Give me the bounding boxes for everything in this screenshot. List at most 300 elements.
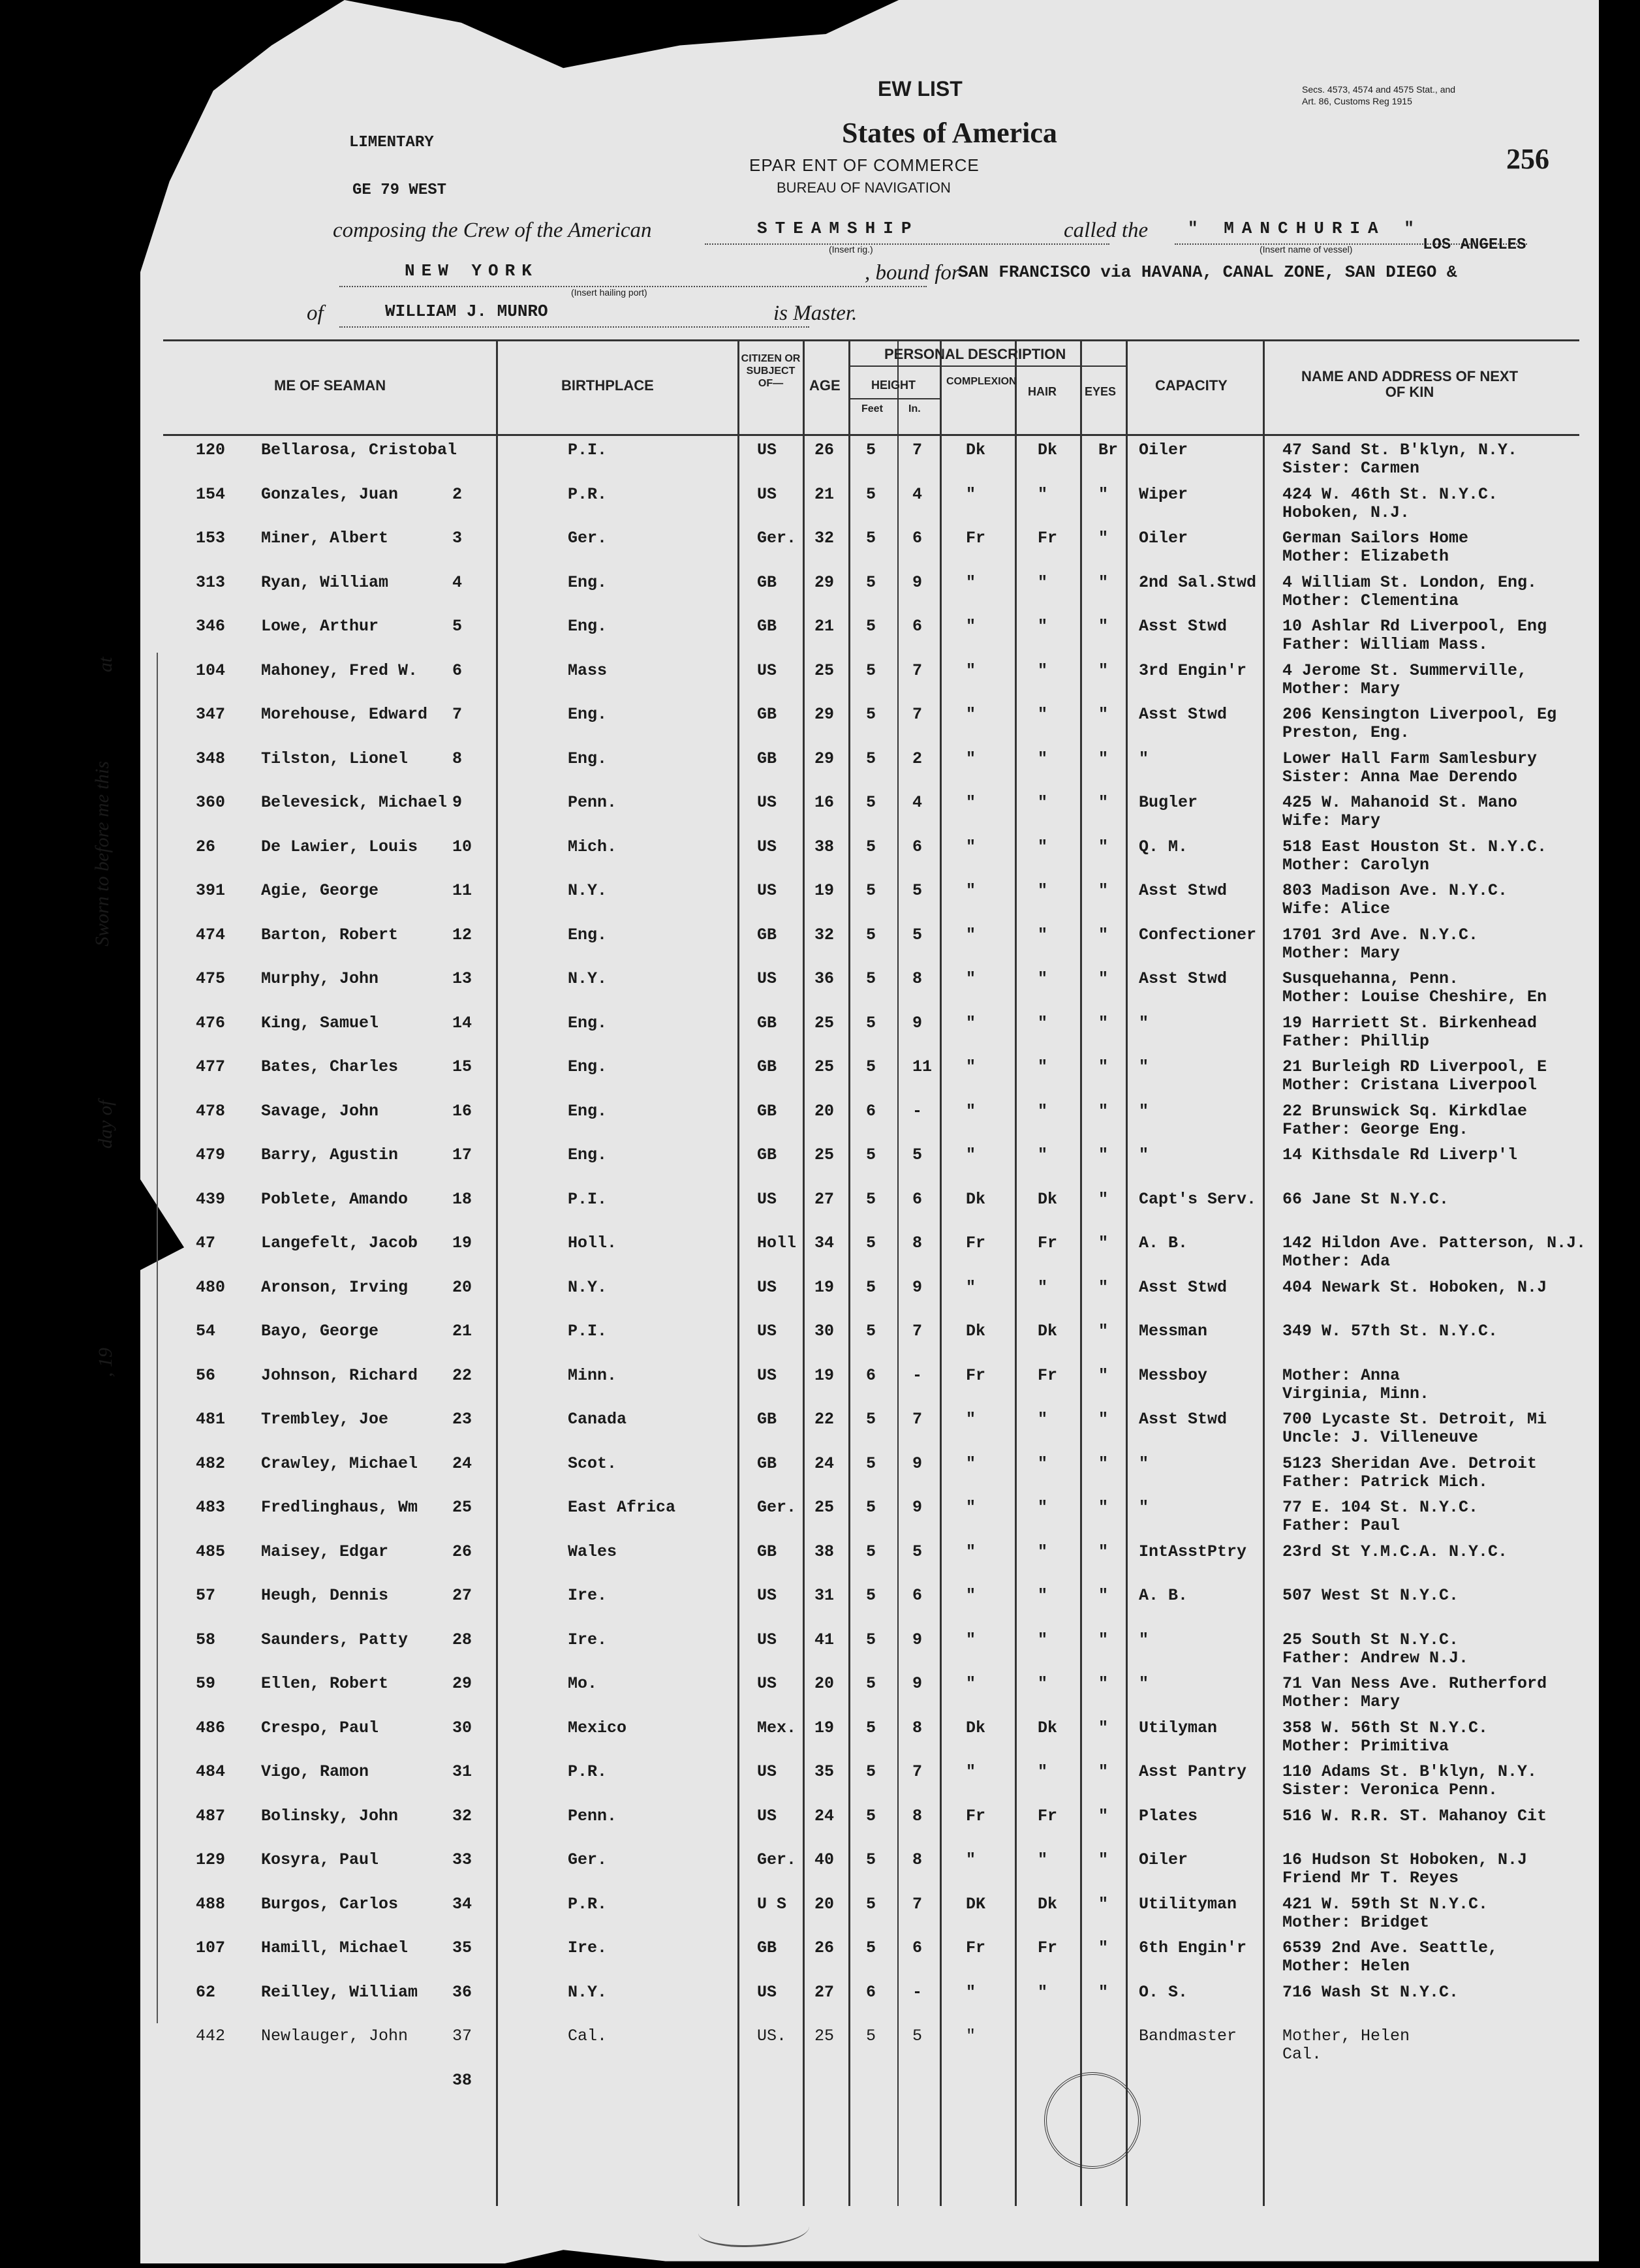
crew-age: 25	[814, 1498, 835, 1517]
crew-complexion: "	[966, 969, 976, 988]
crew-complexion: "	[966, 617, 976, 636]
crew-birthplace: Eng.	[568, 1057, 608, 1076]
crew-line-no: 17	[452, 1145, 472, 1164]
vessel-name: " MANCHURIA "	[1175, 219, 1527, 245]
crew-birthplace: P.I.	[568, 1322, 608, 1341]
crew-kin: 21 Burleigh RD Liverpool, E	[1282, 1057, 1547, 1076]
crew-birthplace: Eng.	[568, 572, 608, 592]
crew-line-no: 9	[452, 793, 463, 812]
table-row	[0, 1057, 1640, 1096]
crew-complexion: "	[966, 1850, 976, 1869]
crew-birthplace: Ger.	[568, 1850, 608, 1869]
crew-name: Reilley, William	[261, 1982, 418, 2002]
crew-kin: 716 Wash St N.Y.C.	[1282, 1982, 1459, 2002]
col-eyes: EYES	[1085, 385, 1117, 398]
crew-capacity: Messman	[1139, 1322, 1208, 1341]
crew-citizen: GB	[757, 1542, 777, 1561]
crew-kin-secondary: Mother: Mary	[1282, 679, 1400, 698]
crew-eyes: "	[1098, 1057, 1109, 1076]
crew-age: 31	[814, 1586, 835, 1605]
crew-citizen: U S	[757, 1894, 787, 1914]
crew-kin-secondary: Mother: Ada	[1282, 1252, 1391, 1271]
crew-height-inches: -	[912, 1982, 923, 2002]
crew-citizen: Ger.	[757, 1498, 797, 1517]
crew-complexion: Fr	[966, 1234, 986, 1252]
crew-line-no: 23	[452, 1410, 472, 1429]
crew-name: Morehouse, Edward	[261, 705, 428, 724]
crew-age: 40	[814, 1850, 835, 1869]
crew-name: Burgos, Carlos	[261, 1894, 399, 1914]
crew-height-inches: 9	[912, 1013, 923, 1033]
crew-capacity: "	[1139, 1674, 1149, 1693]
crew-eyes: "	[1098, 617, 1109, 636]
crew-birthplace: Ire.	[568, 1586, 608, 1605]
crew-name: Trembley, Joe	[261, 1410, 389, 1429]
crew-citizen: US	[757, 1365, 777, 1385]
country-title: States of America	[842, 117, 1057, 149]
crew-height-feet: 5	[866, 1410, 876, 1429]
crew-eyes: "	[1098, 1277, 1109, 1297]
called-label: called the	[1064, 219, 1149, 242]
crew-hair: "	[1038, 1057, 1048, 1076]
crew-height-feet: 6	[866, 1365, 876, 1385]
crew-complexion: "	[966, 1410, 976, 1429]
crew-citizen: US	[757, 837, 777, 856]
table-row	[0, 749, 1640, 788]
crew-line-no: 27	[452, 1586, 472, 1605]
crew-age: 32	[814, 925, 835, 944]
crew-kin: 518 East Houston St. N.Y.C.	[1282, 837, 1547, 856]
crew-citizen: US	[757, 969, 777, 988]
crew-complexion: "	[966, 749, 976, 768]
crew-citizen: GB	[757, 1057, 777, 1076]
crew-kin-secondary: Mother: Helen	[1282, 1957, 1410, 1976]
crew-eyes: "	[1098, 705, 1109, 724]
crew-eyes: "	[1098, 1365, 1109, 1385]
crew-birthplace: Ire.	[568, 1630, 608, 1649]
col-feet: Feet	[861, 403, 883, 414]
crew-kin: 10 Ashlar Rd Liverpool, Eng	[1282, 617, 1547, 636]
crew-height-inches: 7	[912, 441, 923, 459]
crew-eyes: "	[1098, 1674, 1109, 1693]
crew-no: 56	[196, 1365, 216, 1385]
crew-birthplace: Holl.	[568, 1234, 617, 1252]
crew-height-inches: 9	[912, 1498, 923, 1517]
crew-no: 59	[196, 1674, 216, 1693]
crew-height-feet: 5	[866, 1277, 876, 1297]
crew-capacity: 6th Engin'r	[1139, 1938, 1247, 1957]
crew-height-feet: 5	[866, 925, 876, 944]
crew-kin: Mother: Anna	[1282, 1365, 1400, 1385]
crew-kin: 4 Jerome St. Summerville,	[1282, 660, 1528, 680]
crew-hair: "	[1038, 1982, 1048, 2002]
destination: SAN FRANCISCO via HAVANA, CANAL ZONE, SAN DIEGO &	[958, 262, 1457, 282]
crew-capacity: "	[1139, 1498, 1149, 1517]
crew-age: 35	[814, 1762, 835, 1781]
crew-complexion: "	[966, 1013, 976, 1033]
crew-capacity: "	[1139, 1057, 1149, 1076]
crew-no: 57	[196, 1586, 216, 1605]
crew-height-inches: 8	[912, 1850, 923, 1869]
crew-name: Kosyra, Paul	[261, 1850, 379, 1869]
table-row	[0, 485, 1640, 524]
crew-kin: 358 W. 56th St N.Y.C.	[1282, 1718, 1489, 1737]
crew-kin: 23rd St Y.M.C.A. N.Y.C.	[1282, 1542, 1508, 1561]
crew-line-no: 32	[452, 1806, 472, 1825]
crew-line-no: 2	[452, 484, 463, 504]
crew-height-inches: 7	[912, 1322, 923, 1341]
crew-capacity: Asst Stwd	[1139, 705, 1228, 724]
crew-citizen: Holl	[757, 1234, 797, 1252]
crew-capacity: "	[1139, 1101, 1149, 1121]
crew-eyes: "	[1098, 484, 1109, 504]
crew-kin: Lower Hall Farm Samlesbury	[1282, 749, 1538, 768]
crew-age: 20	[814, 1101, 835, 1121]
crew-height-inches: 4	[912, 484, 923, 504]
crew-birthplace: Minn.	[568, 1365, 617, 1385]
crew-birthplace: N.Y.	[568, 1277, 608, 1297]
crew-kin-secondary: Virginia, Minn.	[1282, 1384, 1430, 1403]
crew-eyes: "	[1098, 1189, 1109, 1209]
crew-citizen: GB	[757, 1453, 777, 1473]
crew-kin: Susquehanna, Penn.	[1282, 969, 1459, 988]
crew-hair: "	[1038, 1630, 1048, 1649]
crew-eyes: "	[1098, 1806, 1109, 1825]
table-row	[0, 1983, 1640, 2022]
crew-kin-secondary: Mother: Louise Cheshire, En	[1282, 987, 1547, 1006]
table-row	[0, 661, 1640, 700]
crew-kin: 77 E. 104 St. N.Y.C.	[1282, 1498, 1479, 1517]
crew-kin: 803 Madison Ave. N.Y.C.	[1282, 881, 1508, 900]
crew-citizen: GB	[757, 1938, 777, 1957]
crew-birthplace: Eng.	[568, 705, 608, 724]
crew-kin-secondary: Cal.	[1282, 2045, 1322, 2064]
list-title: EW LIST	[878, 77, 963, 101]
crew-height-feet: 5	[866, 1189, 876, 1209]
crew-height-feet: 5	[866, 1145, 876, 1164]
crew-complexion: "	[966, 881, 976, 900]
table-row	[0, 1850, 1640, 1889]
crew-citizen: GB	[757, 1101, 777, 1121]
crew-birthplace: P.I.	[568, 1189, 608, 1209]
crew-line-no: 6	[452, 660, 463, 680]
crew-hair: "	[1038, 1013, 1048, 1033]
crew-height-feet: 5	[866, 793, 876, 812]
crew-hair: Fr	[1038, 529, 1058, 548]
crew-complexion: "	[966, 660, 976, 680]
crew-no: 154	[196, 484, 226, 504]
crew-eyes: "	[1098, 837, 1109, 856]
crew-no: 488	[196, 1894, 226, 1914]
crew-eyes: "	[1098, 1938, 1109, 1957]
rig-value: STEAMSHIP	[705, 219, 1109, 245]
crew-capacity: "	[1139, 1453, 1149, 1473]
rig-hint: (Insert rig.)	[829, 244, 873, 255]
crew-age: 25	[814, 1145, 835, 1164]
crew-eyes: "	[1098, 925, 1109, 944]
crew-name: Bates, Charles	[261, 1057, 399, 1076]
crew-kin-secondary: Sister: Carmen	[1282, 459, 1420, 478]
crew-no: 477	[196, 1057, 226, 1076]
crew-eyes: "	[1098, 881, 1109, 900]
crew-height-feet: 5	[866, 1938, 876, 1957]
crew-line-no: 11	[452, 881, 472, 900]
table-row	[0, 2027, 1640, 2066]
crew-kin: 404 Newark St. Hoboken, N.J	[1282, 1277, 1547, 1297]
crew-hair: Dk	[1038, 1322, 1058, 1341]
crew-hair: "	[1038, 1410, 1048, 1429]
crew-no: 484	[196, 1762, 226, 1781]
crew-name: King, Samuel	[261, 1013, 379, 1033]
crew-capacity: Asst Pantry	[1139, 1762, 1247, 1781]
destination-extra: LOS ANGELES	[1423, 236, 1526, 254]
personal-rule	[848, 365, 1126, 367]
crew-eyes: "	[1098, 572, 1109, 592]
crew-kin: Mother, Helen	[1282, 2027, 1410, 2045]
crew-eyes: "	[1098, 1453, 1109, 1473]
crew-age: 36	[814, 969, 835, 988]
crew-name: Maisey, Edgar	[261, 1542, 389, 1561]
crew-complexion: "	[966, 2027, 976, 2045]
crew-name: Ellen, Robert	[261, 1674, 389, 1693]
crew-height-feet: 5	[866, 1850, 876, 1869]
crew-eyes: "	[1098, 1101, 1109, 1121]
crew-kin: 71 Van Ness Ave. Rutherford	[1282, 1674, 1547, 1693]
crew-eyes: "	[1098, 1498, 1109, 1517]
crew-birthplace: N.Y.	[568, 1982, 608, 2002]
crew-complexion: Fr	[966, 1806, 986, 1825]
crew-capacity: Q. M.	[1139, 837, 1188, 856]
crew-no: 54	[196, 1322, 216, 1341]
table-row	[0, 1718, 1640, 1758]
crew-age: 27	[814, 1189, 835, 1209]
composing-label: composing the Crew of the American	[333, 219, 652, 242]
table-row	[0, 1762, 1640, 1801]
crew-height-feet: 5	[866, 572, 876, 592]
crew-eyes: "	[1098, 660, 1109, 680]
crew-citizen: GB	[757, 925, 777, 944]
crew-capacity: Asst Stwd	[1139, 881, 1228, 900]
crew-line-no: 13	[452, 969, 472, 988]
crew-name: Saunders, Patty	[261, 1630, 409, 1649]
crew-no: 474	[196, 925, 226, 944]
crew-hair: "	[1038, 793, 1048, 812]
crew-kin-secondary: Sister: Anna Mae Derendo	[1282, 767, 1518, 786]
table-row	[0, 925, 1640, 965]
col-height: HEIGHT	[871, 379, 916, 392]
crew-kin: 516 W. R.R. ST. Mahanoy Cit	[1282, 1806, 1547, 1825]
crew-age: 32	[814, 529, 835, 548]
table-row	[0, 1895, 1640, 1934]
crew-complexion: "	[966, 1498, 976, 1517]
crew-name: Bolinsky, John	[261, 1806, 399, 1825]
crew-line-no: 18	[452, 1189, 472, 1209]
crew-eyes: "	[1098, 1762, 1109, 1781]
crew-capacity: A. B.	[1139, 1586, 1188, 1605]
crew-height-inches: -	[912, 1365, 923, 1385]
crew-hair: "	[1038, 1674, 1048, 1693]
crew-line-no: 21	[452, 1322, 472, 1341]
crew-line-no: 26	[452, 1542, 472, 1561]
crew-hair: Dk	[1038, 1718, 1058, 1737]
crew-height-feet: 5	[866, 1894, 876, 1914]
crew-kin-secondary: Mother: Primitiva	[1282, 1736, 1449, 1756]
crew-height-inches: 5	[912, 1542, 923, 1561]
crew-height-inches: 6	[912, 529, 923, 548]
master-label: is Master.	[773, 302, 858, 325]
crew-age: 38	[814, 1542, 835, 1561]
crew-birthplace: Eng.	[568, 617, 608, 636]
crew-kin-secondary: Father: George Eng.	[1282, 1119, 1469, 1139]
crew-kin: 19 Harriett St. Birkenhead	[1282, 1013, 1538, 1033]
crew-height-feet: 5	[866, 1453, 876, 1473]
crew-eyes: "	[1098, 529, 1109, 548]
crew-age: 19	[814, 881, 835, 900]
crew-height-feet: 5	[866, 1013, 876, 1033]
col-birthplace: BIRTHPLACE	[561, 377, 654, 394]
crew-citizen: GB	[757, 1410, 777, 1429]
crew-complexion: "	[966, 837, 976, 856]
crew-citizen: Ger.	[757, 1850, 797, 1869]
table-row	[0, 1278, 1640, 1317]
crew-capacity: 3rd Engin'r	[1139, 660, 1247, 680]
crew-age: 25	[814, 1057, 835, 1076]
crew-complexion: Dk	[966, 1718, 986, 1737]
crew-hair: Fr	[1038, 1365, 1058, 1385]
crew-height-inches: 9	[912, 1277, 923, 1297]
crew-height-feet: 5	[866, 1498, 876, 1517]
crew-kin-secondary: Wife: Mary	[1282, 811, 1381, 830]
crew-kin-secondary: Mother: Elizabeth	[1282, 547, 1449, 566]
crew-citizen: Ger.	[757, 529, 797, 548]
crew-birthplace: Ger.	[568, 529, 608, 548]
crew-height-inches: 8	[912, 1234, 923, 1252]
table-row	[0, 529, 1640, 568]
crew-kin: 507 West St N.Y.C.	[1282, 1586, 1459, 1605]
crew-height-inches: 7	[912, 1762, 923, 1781]
crew-birthplace: N.Y.	[568, 881, 608, 900]
crew-complexion: "	[966, 1453, 976, 1473]
crew-kin: German Sailors Home	[1282, 529, 1469, 548]
page-number: 256	[1506, 143, 1549, 175]
crew-hair: "	[1038, 705, 1048, 724]
table-row	[0, 573, 1640, 612]
crew-birthplace: Eng.	[568, 925, 608, 944]
crew-hair: Dk	[1038, 1894, 1058, 1914]
crew-name: Barry, Agustin	[261, 1145, 399, 1164]
crew-capacity: Asst Stwd	[1139, 969, 1228, 988]
sworn-at: at	[95, 657, 116, 672]
crew-kin: 66 Jane St N.Y.C.	[1282, 1189, 1449, 1209]
master-name: WILLIAM J. MUNRO	[339, 302, 809, 328]
crew-no: 442	[196, 2027, 226, 2045]
of-label: of	[307, 302, 324, 325]
hailing-port: NEW YORK	[339, 261, 927, 287]
crew-capacity: Capt's Serv.	[1139, 1189, 1257, 1209]
crew-height-inches: 7	[912, 1894, 923, 1914]
crew-no: 483	[196, 1498, 226, 1517]
crew-height-inches: 6	[912, 617, 923, 636]
crew-line-no: 3	[452, 529, 463, 548]
table-row	[0, 881, 1640, 920]
crew-height-inches: -	[912, 1101, 923, 1121]
crew-kin: 16 Hudson St Hoboken, N.J	[1282, 1850, 1528, 1869]
crew-citizen: US	[757, 1674, 777, 1693]
crew-name: Bayo, George	[261, 1322, 379, 1341]
crew-line-no: 28	[452, 1630, 472, 1649]
crew-hair: "	[1038, 1586, 1048, 1605]
crew-height-feet: 5	[866, 1322, 876, 1341]
crew-birthplace: P.R.	[568, 1762, 608, 1781]
crew-no: 476	[196, 1013, 226, 1033]
crew-height-feet: 5	[866, 2027, 876, 2045]
crew-kin-secondary: Father: Paul	[1282, 1516, 1400, 1535]
crew-kin: 349 W. 57th St. N.Y.C.	[1282, 1322, 1498, 1341]
crew-no: 439	[196, 1189, 226, 1209]
crew-height-feet: 5	[866, 837, 876, 856]
crew-citizen: US.	[757, 2027, 787, 2045]
crew-citizen: GB	[757, 572, 777, 592]
crew-line-no: 16	[452, 1101, 472, 1121]
crew-line-no: 38	[452, 2070, 472, 2090]
crew-line-no: 30	[452, 1718, 472, 1737]
crew-eyes: "	[1098, 1630, 1109, 1649]
crew-height-feet: 5	[866, 1586, 876, 1605]
crew-eyes: "	[1098, 1322, 1109, 1341]
table-row	[0, 441, 1640, 480]
crew-eyes: "	[1098, 749, 1109, 768]
crew-citizen: US	[757, 660, 777, 680]
table-row	[0, 1938, 1640, 1978]
crew-citizen: US	[757, 1586, 777, 1605]
crew-birthplace: Canada	[568, 1410, 627, 1429]
crew-birthplace: Eng.	[568, 749, 608, 768]
statute-note: Secs. 4573, 4574 and 4575 Stat., and Art. 86, Customs Reg 1915	[1302, 84, 1456, 106]
crew-line-no: 10	[452, 837, 472, 856]
list-type: LIMENTARY	[349, 134, 434, 151]
crew-name: Agie, George	[261, 881, 379, 900]
crew-birthplace: Wales	[568, 1542, 617, 1561]
crew-citizen: US	[757, 1189, 777, 1209]
day-of: day of	[95, 1100, 116, 1149]
crew-hair: "	[1038, 969, 1048, 988]
bound-label: , bound for	[865, 261, 960, 285]
table-header-rule	[163, 434, 1579, 436]
crew-height-feet: 5	[866, 705, 876, 724]
crew-citizen: GB	[757, 749, 777, 768]
crew-height-feet: 6	[866, 1982, 876, 2002]
crew-complexion: Fr	[966, 1365, 986, 1385]
crew-no: 486	[196, 1718, 226, 1737]
crew-line-no: 25	[452, 1498, 472, 1517]
table-row	[0, 1102, 1640, 1141]
crew-height-feet: 5	[866, 881, 876, 900]
col-citizen: CITIZEN OR SUBJECT OF—	[741, 353, 801, 389]
col-inches: In.	[908, 403, 921, 414]
crew-eyes: "	[1098, 1410, 1109, 1429]
crew-kin-secondary: Father: William Mass.	[1282, 635, 1489, 654]
crew-line-no: 8	[452, 749, 463, 768]
crew-birthplace: Mich.	[568, 837, 617, 856]
col-capacity: CAPACITY	[1155, 377, 1228, 394]
crew-age: 19	[814, 1277, 835, 1297]
crew-line-no: 31	[452, 1762, 472, 1781]
crew-height-feet: 5	[866, 1630, 876, 1649]
crew-no: 120	[196, 441, 226, 459]
crew-birthplace: Penn.	[568, 793, 617, 812]
crew-eyes: "	[1098, 969, 1109, 988]
crew-capacity: Confectioner	[1139, 925, 1257, 944]
